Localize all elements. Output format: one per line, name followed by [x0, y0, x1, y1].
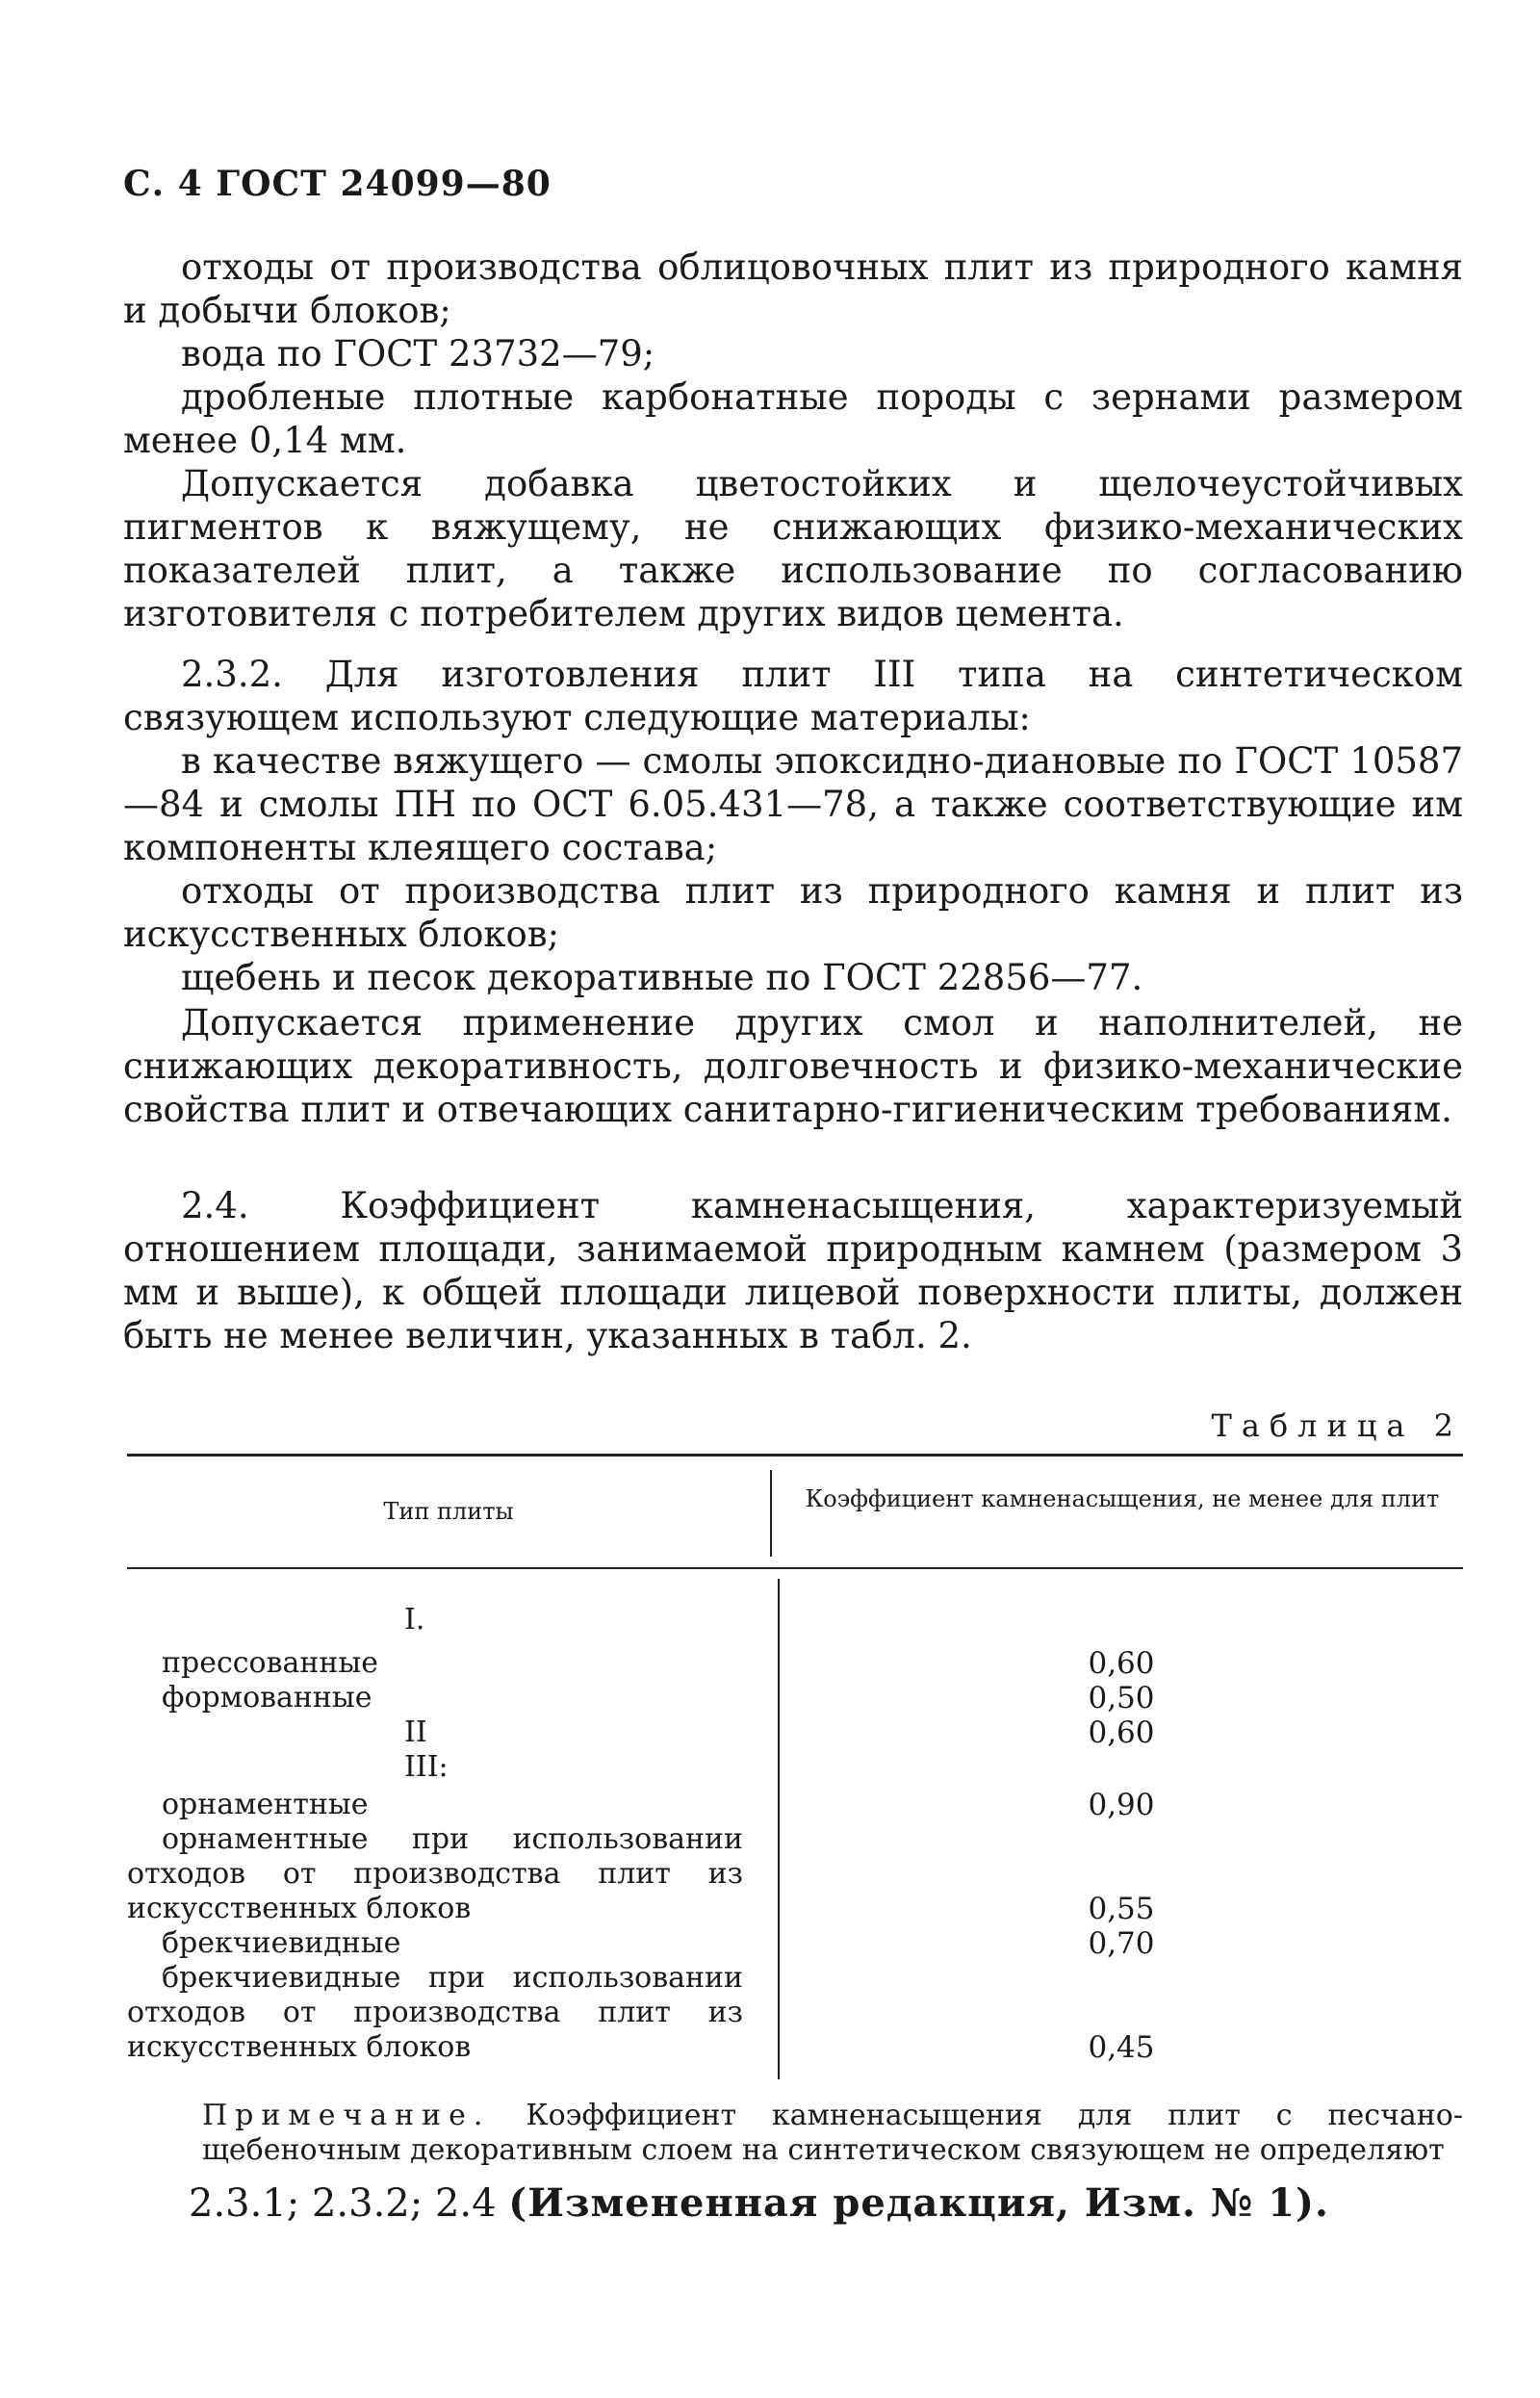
page-header: С. 4 ГОСТ 24099—80: [123, 164, 552, 204]
table-row-value: 0,70: [1088, 1926, 1155, 1961]
paragraph: вода по ГОСТ 23732—79;: [181, 333, 655, 374]
paragraph: щебень и песок декоративные по ГОСТ 22856—77.: [181, 957, 1143, 998]
table-row-label: орнаментные при использовании отходов от производства плит из искусственных блоков: [127, 1822, 743, 1925]
note-prefix: Примечание.: [202, 2099, 491, 2132]
table-row-value: 0,60: [1088, 1646, 1155, 1681]
table-row-label: брекчиевидные при использовании отходов от производства плит из искусственных блоков: [127, 1961, 743, 2064]
table-row-label: II: [404, 1715, 427, 1749]
table-header-rule: [127, 1567, 1463, 1569]
table-row-label: брекчиевидные: [162, 1926, 401, 1960]
paragraph: 2.4. Коэффициент камненасыщения, характеризуемый отношением площади, занимаемой природным камнем (размером 3 мм и выше), к общей площади лицевой поверхности плиты, должен быть не менее величин, указанных в табл. 2.: [123, 1185, 1463, 1356]
table-row-value: 0,60: [1088, 1715, 1155, 1750]
paragraph: 2.3.2. Для изготовления плит III типа на синтетическом связующем используют следующие материалы:: [123, 654, 1463, 738]
table-row-label: I.: [404, 1603, 425, 1637]
amendment-text: (Измененная редакция, Изм. № 1).: [508, 2180, 1329, 2226]
amendment-line: [189, 2180, 1329, 2226]
paragraph: отходы от производства плит из природного камня и плит из искусственных блоков;: [123, 870, 1463, 955]
table-row-value: 0,50: [1088, 1681, 1155, 1715]
paragraph: отходы от производства облицовочных плит из природного камня и добычи блоков;: [123, 246, 1463, 331]
table-col-header-coefficient: Коэффициент камненасыщения, не менее для плит: [805, 1485, 1440, 1512]
table-header-divider: [770, 1470, 772, 1557]
paragraph: Допускается применение других смол и наполнителей, не снижающих декоративность, долговечность и физико-механические свойства плит и отвечающих санитарно-гигиеническим требованиям.: [123, 1002, 1463, 1130]
table-row-value: 0,90: [1088, 1788, 1155, 1822]
paragraph: Допускается добавка цветостойких и щелочеустойчивых пигментов к вяжущему, не снижающих физико-механических показателей плит, а также использование по согласованию изготовителя с потребителем других видов цемента.: [123, 463, 1463, 634]
table-col-header-type: Тип плиты: [383, 1498, 514, 1525]
table-body-divider: [778, 1579, 780, 2079]
table-caption: Таблица 2: [1211, 1407, 1463, 1444]
paragraph: в качестве вяжущего — смолы эпоксидно-диановые по ГОСТ 10587—84 и смолы ПН по ОСТ 6.05.431—78, а также соответствующие им компоненты клеящего состава;: [123, 740, 1463, 868]
table-note: [202, 2099, 1463, 2168]
paragraph: дробленые плотные карбонатные породы с зернами размером менее 0,14 мм.: [123, 376, 1463, 461]
table-row-label: III:: [404, 1750, 449, 1784]
table-top-rule: [127, 1454, 1463, 1457]
note-text: Коэффициент камненасыщения для плит с песчано-щебеночным декоративным слоем на синтетическом связующем не определяют: [202, 2099, 1463, 2167]
table-row-label: прессованные: [162, 1646, 379, 1680]
amendment-refs: 2.3.1; 2.3.2; 2.4: [189, 2181, 497, 2226]
table-row-label: формованные: [162, 1681, 372, 1715]
table-row-value: 0,45: [1088, 2030, 1155, 2065]
table-row-value: 0,55: [1088, 1892, 1155, 1926]
table-row-label: орнаментные: [162, 1788, 369, 1821]
